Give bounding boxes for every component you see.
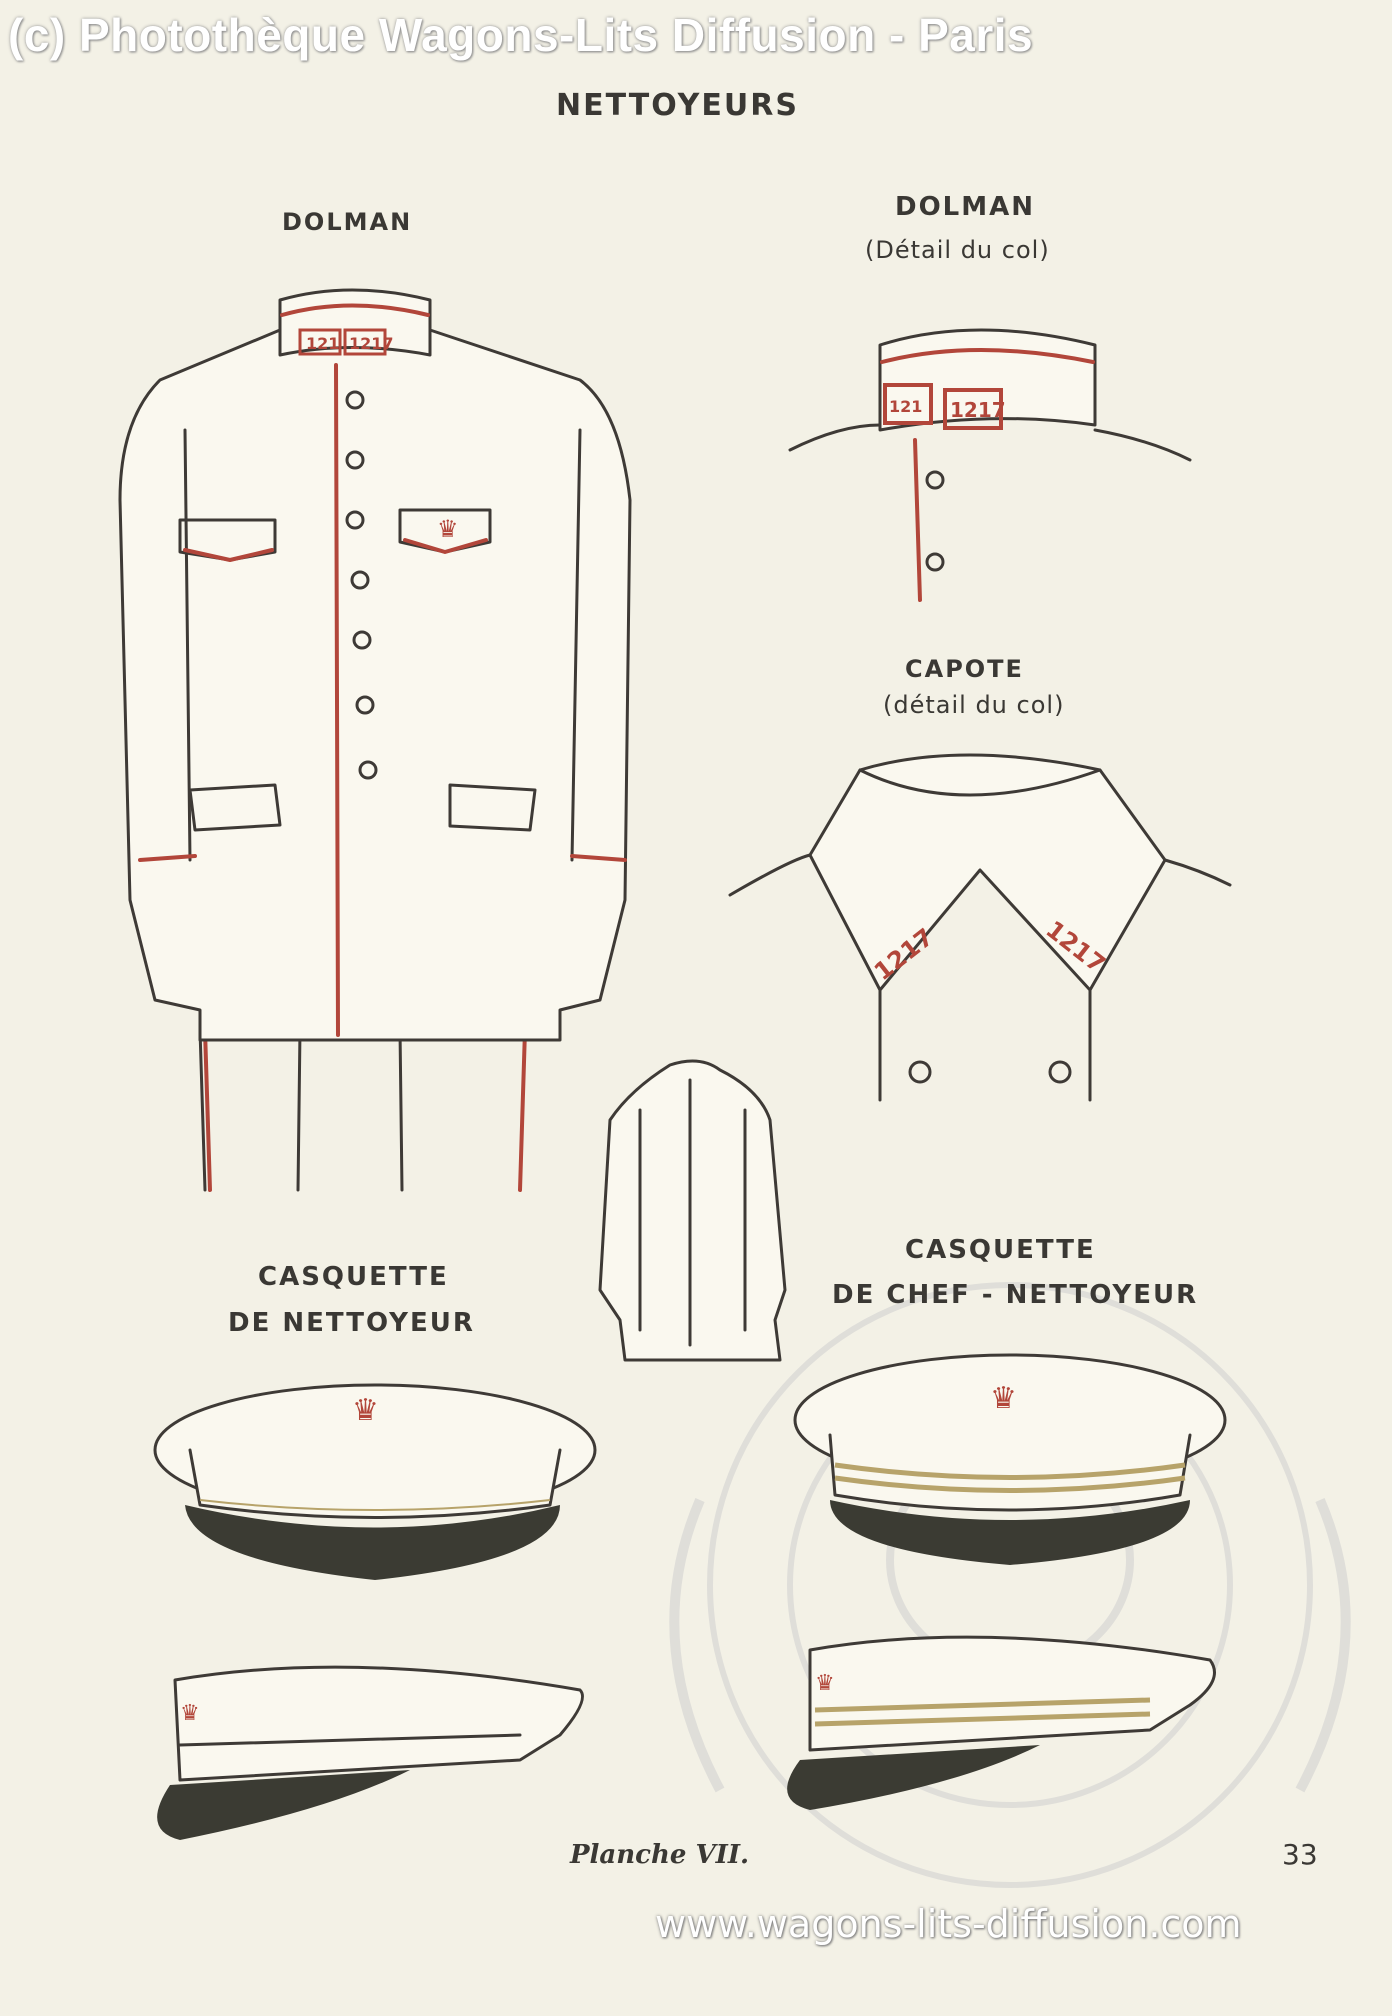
website-watermark: www.wagons-lits-diffusion.com [655, 1902, 1242, 1946]
svg-text:121: 121 [889, 397, 923, 416]
dolman-detail-collar-number: 1217 [950, 398, 1006, 422]
cleaner-cap-side-illustration [157, 1667, 582, 1840]
photo-library-watermark: (c) Photothèque Wagons-Lits Diffusion - Paris [8, 9, 1034, 61]
svg-text:♛: ♛ [352, 1393, 379, 1428]
dolman-collar-detail-illustration [790, 330, 1190, 600]
svg-text:121: 121 [306, 334, 340, 353]
chief-cap-label-line2: DE CHEF - NETTOYEUR [832, 1280, 1199, 1310]
capote-label: CAPOTE [905, 655, 1024, 683]
capote-sublabel: (détail du col) [883, 691, 1065, 719]
capote-collar-detail-illustration [730, 755, 1230, 1100]
plate-number: Planche VII. [570, 1840, 750, 1870]
dolman-collar-number: 1217 [349, 334, 394, 353]
cleaner-cap-front-illustration [155, 1385, 595, 1580]
dolman-jacket-illustration [120, 290, 630, 1190]
chief-cap-front-illustration [795, 1355, 1225, 1565]
page-number: 33 [1282, 1838, 1318, 1871]
svg-text:♛: ♛ [437, 515, 459, 543]
page-title: NETTOYEURS [556, 88, 799, 123]
capote-left-collar-number: 1217 [868, 922, 939, 987]
svg-text:♛: ♛ [815, 1671, 835, 1696]
coat-back-view-illustration [600, 1061, 785, 1360]
cleaner-cap-label-line1: CASQUETTE [258, 1262, 449, 1292]
dolman-detail-label: DOLMAN [895, 192, 1036, 222]
dolman-label: DOLMAN [282, 208, 413, 236]
chief-cap-label-line1: CASQUETTE [905, 1235, 1096, 1265]
dolman-detail-sublabel: (Détail du col) [865, 236, 1050, 264]
svg-text:♛: ♛ [990, 1381, 1017, 1416]
svg-text:♛: ♛ [180, 1701, 200, 1726]
cleaner-cap-label-line2: DE NETTOYEUR [228, 1308, 475, 1338]
chief-cap-side-illustration [787, 1637, 1214, 1810]
capote-right-collar-number: 1217 [1040, 915, 1111, 979]
